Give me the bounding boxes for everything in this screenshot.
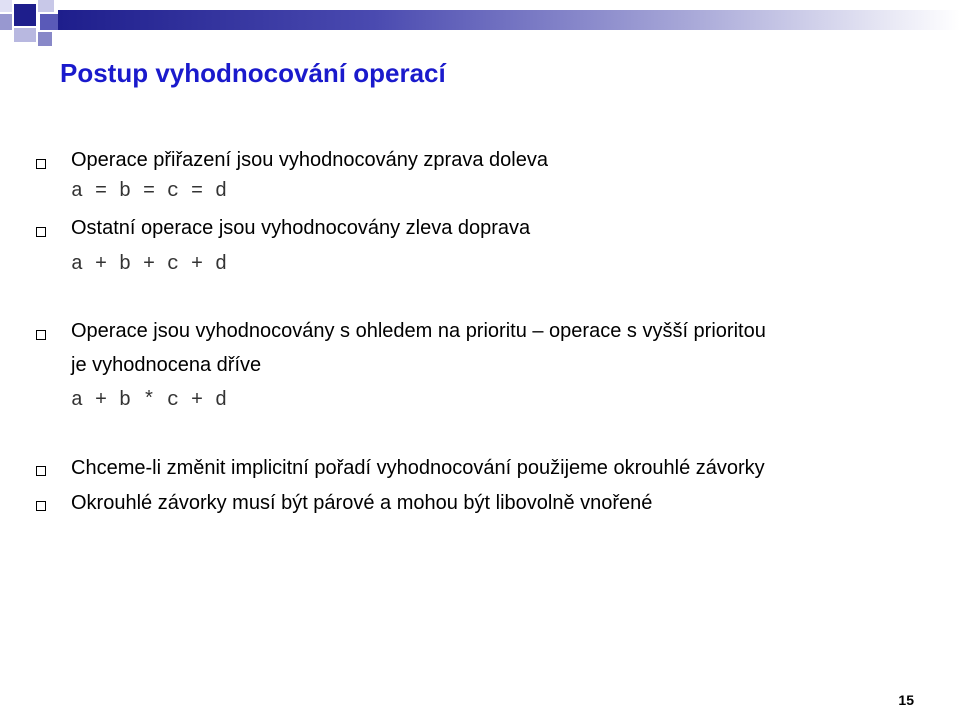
bullet-marker bbox=[36, 227, 46, 237]
bullet-text: Chceme-li změnit implicitní pořadí vyhodnocování použijeme okrouhlé závorky bbox=[71, 457, 765, 479]
bullet-text-line1: Operace jsou vyhodnocovány s ohledem na prioritu – operace s vyšší prioritou bbox=[71, 320, 766, 342]
bullet-marker bbox=[36, 330, 46, 340]
bullet-text: Okrouhlé závorky musí být párové a mohou být libovolně vnořené bbox=[71, 492, 653, 514]
bullet-marker bbox=[36, 466, 46, 476]
bullet-text-line2: je vyhodnocena dříve bbox=[71, 354, 262, 376]
deco-square bbox=[14, 4, 36, 26]
slide-title: Postup vyhodnocování operací bbox=[60, 58, 446, 88]
code-example: a + b * c + d bbox=[71, 389, 228, 412]
code-example: a = b = c = d bbox=[71, 180, 228, 203]
deco-square bbox=[0, 14, 12, 30]
bullet-text: Operace přiřazení jsou vyhodnocovány zprava doleva bbox=[71, 149, 548, 171]
page-number: 15 bbox=[898, 692, 914, 708]
header-gradient-bar bbox=[58, 10, 960, 30]
code-example: a + b + c + d bbox=[71, 253, 228, 276]
bullet-marker bbox=[36, 501, 46, 511]
bullet-text: Ostatní operace jsou vyhodnocovány zleva doprava bbox=[71, 217, 531, 239]
deco-square bbox=[38, 0, 54, 12]
deco-square bbox=[14, 28, 36, 42]
deco-square bbox=[38, 32, 52, 46]
bullet-marker bbox=[36, 159, 46, 169]
deco-square bbox=[40, 14, 58, 30]
deco-square bbox=[0, 0, 12, 12]
